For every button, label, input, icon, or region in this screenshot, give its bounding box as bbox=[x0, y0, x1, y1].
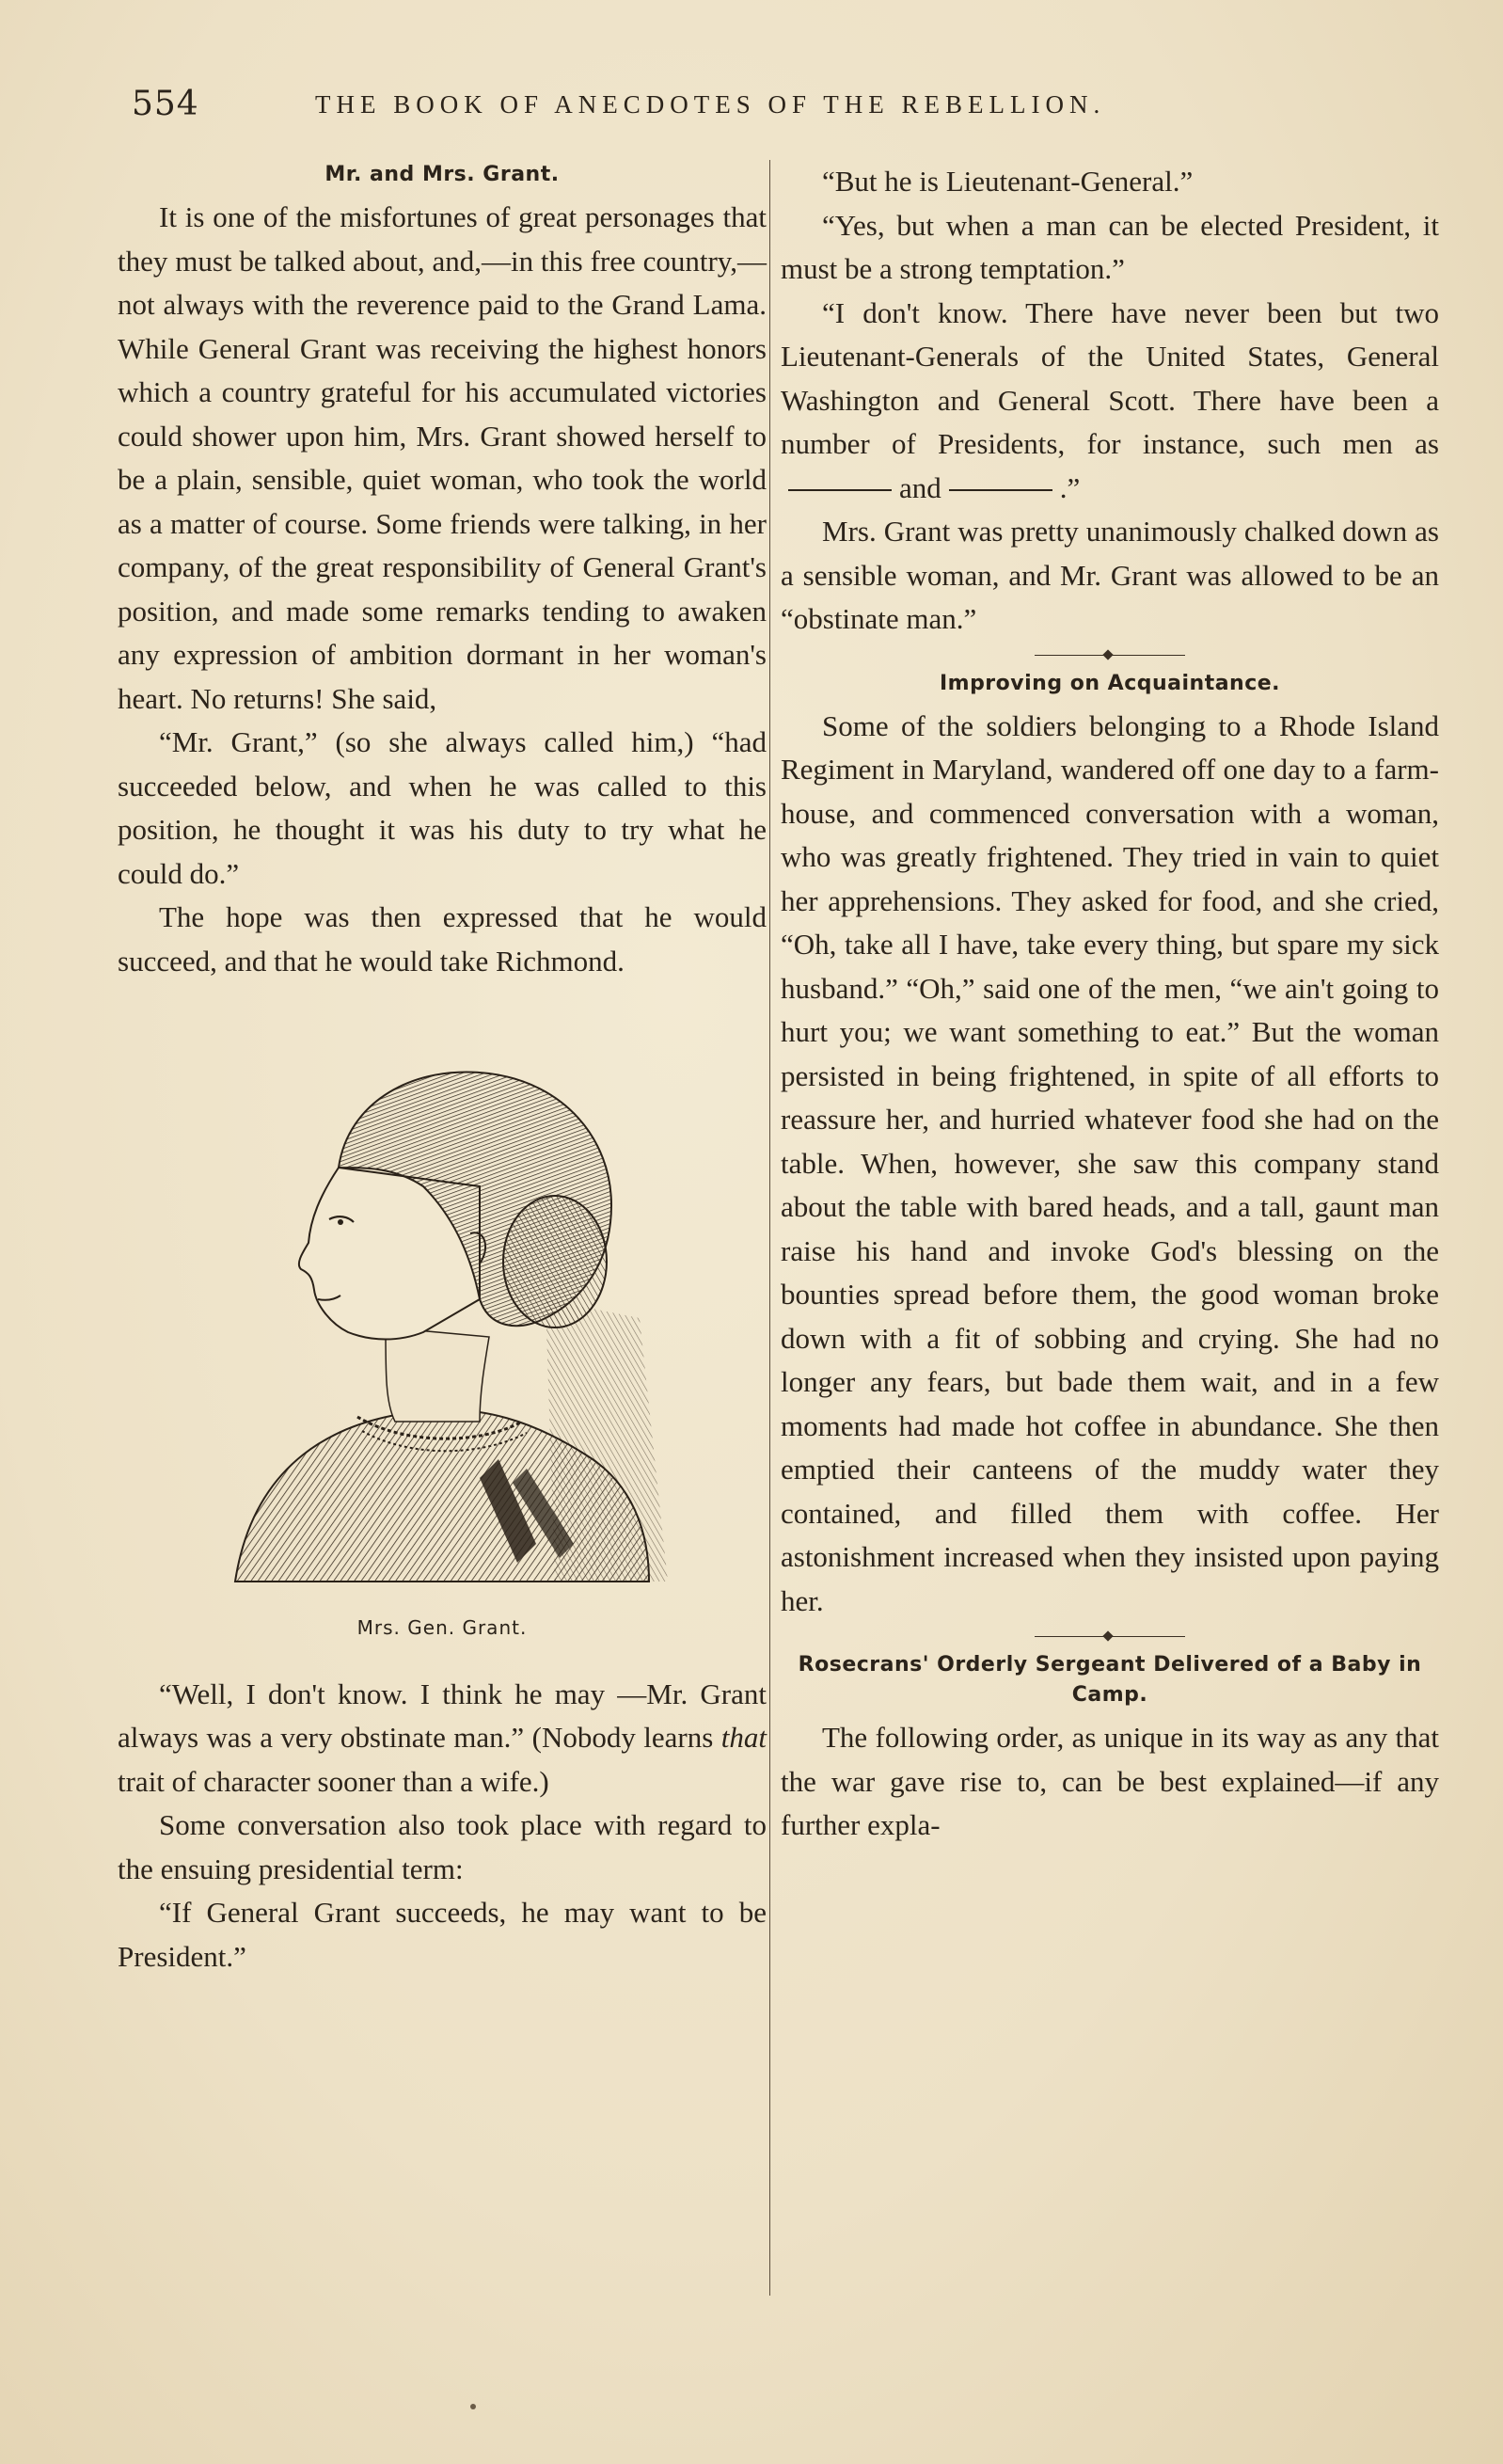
paragraph: “If General Grant succeeds, he may want to be President.” bbox=[118, 1896, 767, 1973]
section-heading-improving: Improving on Acquaintance. bbox=[939, 671, 1281, 695]
page-number: 554 bbox=[132, 85, 199, 123]
portrait-caption: Mrs. Gen. Grant. bbox=[356, 1616, 528, 1639]
portrait-engraving-image bbox=[198, 1017, 687, 1600]
italic-text: that bbox=[720, 1721, 767, 1754]
section-heading-rosecrans: Rosecrans' Orderly Sergeant Delivered of a Baby in Camp. bbox=[798, 1653, 1422, 1707]
paragraph: The following order, as unique in its way as any that the war gave rise to, can be best explained—if any further expla- bbox=[781, 1721, 1439, 1841]
section-heading-grant: Mr. and Mrs. Grant. bbox=[324, 163, 560, 186]
paragraph: “But he is Lieutenant-General.” bbox=[822, 165, 1194, 198]
ink-fleck bbox=[470, 2404, 476, 2409]
paragraph: It is one of the misfortunes of great personages that they must be talked about, and,—in this free country,—not always with the reverence paid to the Grand Lama. While General Grant was receiving the highest honors which a country grateful for his accumulated victories could shower upon him, Mrs. Grant showed herself to be a plain, sensible, quiet woman, who took the world as a matter of course. Some friends were talking, in her company, of the great responsibility of General Grant's position, and made some remarks tending to awaken any expression of ambition dormant in her woman's heart. No returns! She said, bbox=[118, 200, 767, 715]
paragraph bbox=[118, 1673, 767, 1804]
book-title: THE BOOK OF ANECDOTES OF THE REBELLION. bbox=[315, 90, 1106, 119]
rule-diamond-icon bbox=[1102, 649, 1113, 660]
paragraph: Mrs. Grant was pretty unanimously chalked down as a sensible woman, and Mr. Grant was allowed to be an “obstinate man.” bbox=[781, 515, 1439, 635]
section-rule bbox=[1035, 655, 1185, 656]
section-rule bbox=[1035, 1636, 1185, 1637]
rule-diamond-icon bbox=[1102, 1630, 1113, 1641]
text-run: and bbox=[899, 470, 941, 504]
column-divider bbox=[769, 160, 770, 2296]
portrait-figure bbox=[118, 1017, 767, 1650]
blank-dash bbox=[949, 489, 1052, 491]
text-run: “I don't know. There have never been but two Lieutenant-Generals of the United States, General Washington and General Scott. There have been a number of Presidents, for instance, such men as bbox=[781, 295, 1439, 460]
left-column bbox=[118, 160, 767, 1979]
paragraph bbox=[781, 292, 1439, 511]
blank-dash bbox=[788, 489, 892, 491]
paragraph: “Yes, but when a man can be elected President, it must be a strong temptation.” bbox=[781, 208, 1439, 285]
text-run: “Well, I don't know. I think he may —Mr. Grant always was a very obstinate man.” (Nobody learns bbox=[118, 1677, 767, 1754]
right-column bbox=[781, 160, 1439, 1848]
running-head bbox=[132, 85, 1298, 132]
text-run: .” bbox=[1059, 470, 1081, 504]
paragraph: The hope was then expressed that he would succeed, and that he would take Richmond. bbox=[118, 900, 767, 978]
paragraph: Some of the soldiers belonging to a Rhode Island Regiment in Maryland, wandered off one day to a farm-house, and commenced conversation with a woman, who was greatly frightened. They tried in vain to quiet her apprehensions. They asked for food, and she cried, “Oh, take all I have, take every thing, but spare my sick husband.” “Oh,” said one of the men, “we ain't going to hurt you; we want something to eat.” But the woman persisted in being frightened, in spite of all efforts to reassure her, and hurried whatever food she had on the table. When, however, she saw this company stand about the table with bared heads, and a tall, gaunt man raise his hand and invoke God's blessing on the bounties spread before them, the good woman broke down with a fit of sobbing and crying. She had no longer any fears, but bade them wait, and in a few moments had made hot coffee in abundance. She then emptied their canteens of the muddy water they contained, and filled them with coffee. Her astonishment increased when they insisted upon paying her. bbox=[781, 708, 1439, 1617]
paragraph: Some conversation also took place with regard to the ensuing presidential term: bbox=[118, 1808, 767, 1885]
paragraph: “Mr. Grant,” (so she always called him,) “had succeeded below, and when he was called to this position, he thought it was his duty to try what he could do.” bbox=[118, 725, 767, 890]
text-run: trait of character sooner than a wife.) bbox=[118, 1764, 549, 1798]
